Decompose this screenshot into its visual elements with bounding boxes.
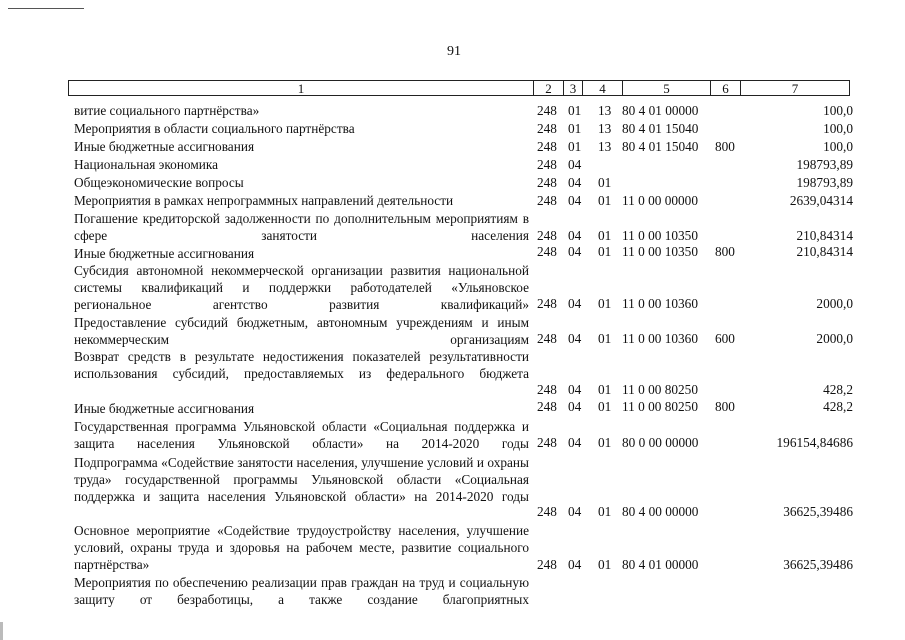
row-csr: 11 0 00 00000 <box>622 193 698 208</box>
header-col-7: 7 <box>740 80 850 96</box>
row-description: витие социального партнёрства» <box>74 103 260 118</box>
row-description: Общеэкономические вопросы <box>74 175 244 190</box>
row-pr: 01 <box>598 435 612 450</box>
row-pr: 13 <box>598 121 612 136</box>
row-amount: 428,2 <box>823 382 853 397</box>
header-col-6: 6 <box>710 80 740 96</box>
row-rz: 01 <box>568 139 582 154</box>
row-description: Государственная программа Ульяновской области «Социальная поддержка и защита населения Ульяновской области» на 2014-2020 годы <box>74 419 529 451</box>
row-rz: 04 <box>568 296 582 311</box>
row-description: Мероприятия в рамках непрограммных направлений деятельности <box>74 193 454 208</box>
row-amount: 100,0 <box>823 139 853 154</box>
row-csr: 11 0 00 10360 <box>622 296 698 311</box>
row-pr: 01 <box>598 399 612 414</box>
row-rz: 04 <box>568 193 582 208</box>
row-description: Мероприятия по обеспечению реализации прав граждан на труд и социальную защиту от безработицы, а также создание благоприятных <box>74 575 529 607</box>
row-gr: 248 <box>537 121 557 136</box>
header-col-5: 5 <box>622 80 710 96</box>
row-csr: 80 4 01 15040 <box>622 139 699 154</box>
row-description: Погашение кредиторской задолженности по дополнительным мероприятиям в сфере занятости населения <box>74 211 529 243</box>
row-rz: 01 <box>568 121 582 136</box>
row-csr: 80 4 00 00000 <box>622 504 699 519</box>
row-vr: 800 <box>715 139 735 154</box>
row-rz: 04 <box>568 504 582 519</box>
row-gr: 248 <box>537 228 557 243</box>
row-rz: 04 <box>568 435 582 450</box>
row-vr: 600 <box>715 331 735 346</box>
row-description: Мероприятия в области социального партнёрства <box>74 121 355 136</box>
row-pr: 01 <box>598 296 612 311</box>
header-col-2: 2 <box>533 80 563 96</box>
row-csr: 80 4 01 15040 <box>622 121 699 136</box>
row-rz: 04 <box>568 228 582 243</box>
row-rz: 04 <box>568 175 582 190</box>
row-rz: 04 <box>568 399 582 414</box>
row-description: Предоставление субсидий бюджетным, автономным учреждениям и иным некоммерческим организациям <box>74 315 529 347</box>
row-pr: 13 <box>598 103 612 118</box>
row-gr: 248 <box>537 244 557 259</box>
row-pr: 01 <box>598 244 612 259</box>
row-gr: 248 <box>537 103 557 118</box>
row-amount: 36625,39486 <box>783 557 853 572</box>
row-pr: 01 <box>598 504 612 519</box>
row-csr: 11 0 00 10350 <box>622 228 698 243</box>
row-gr: 248 <box>537 175 557 190</box>
row-amount: 36625,39486 <box>783 504 853 519</box>
row-rz: 01 <box>568 103 582 118</box>
row-amount: 2000,0 <box>816 331 853 346</box>
row-gr: 248 <box>537 157 557 172</box>
row-description: Иные бюджетные ассигнования <box>74 246 255 261</box>
row-csr: 11 0 00 10360 <box>622 331 698 346</box>
row-csr: 80 4 01 00000 <box>622 103 699 118</box>
row-gr: 248 <box>537 139 557 154</box>
row-rz: 04 <box>568 557 582 572</box>
row-pr: 01 <box>598 331 612 346</box>
row-gr: 248 <box>537 399 557 414</box>
row-amount: 100,0 <box>823 103 853 118</box>
header-col-4: 4 <box>582 80 622 96</box>
row-csr: 80 0 00 00000 <box>622 435 699 450</box>
row-amount: 210,84314 <box>796 244 853 259</box>
row-amount: 428,2 <box>823 399 853 414</box>
row-gr: 248 <box>537 193 557 208</box>
row-amount: 2639,04314 <box>789 193 853 208</box>
row-gr: 248 <box>537 435 557 450</box>
row-description: Национальная экономика <box>74 157 219 172</box>
row-vr: 800 <box>715 399 735 414</box>
row-description: Субсидия автономной некоммерческой организации развития национальной системы квалификаций и поддержки работодателей «Ульяновское региональное агентство развития квалификаций» <box>74 263 529 312</box>
row-gr: 248 <box>537 331 557 346</box>
top-rule <box>8 8 84 9</box>
row-rz: 04 <box>568 157 582 172</box>
row-gr: 248 <box>537 296 557 311</box>
row-description: Подпрограмма «Содействие занятости населения, улучшение условий и охраны труда» государственной программы Ульяновской области «Социальная поддержка и защита населения Ульяновской области» на 2014-2020 годы <box>74 455 529 504</box>
row-csr: 11 0 00 80250 <box>622 382 698 397</box>
row-gr: 248 <box>537 382 557 397</box>
header-col-1: 1 <box>68 80 533 96</box>
scan-edge <box>0 622 3 640</box>
row-pr: 13 <box>598 139 612 154</box>
row-description: Иные бюджетные ассигнования <box>74 401 255 416</box>
row-csr: 11 0 00 80250 <box>622 399 698 414</box>
row-amount: 210,84314 <box>796 228 853 243</box>
row-gr: 248 <box>537 557 557 572</box>
row-pr: 01 <box>598 228 612 243</box>
row-pr: 01 <box>598 382 612 397</box>
page-number: 91 <box>447 44 461 59</box>
row-description: Иные бюджетные ассигнования <box>74 139 255 154</box>
row-rz: 04 <box>568 382 582 397</box>
row-csr: 11 0 00 10350 <box>622 244 698 259</box>
row-pr: 01 <box>598 193 612 208</box>
row-rz: 04 <box>568 244 582 259</box>
row-amount: 196154,84686 <box>776 435 853 450</box>
row-pr: 01 <box>598 175 612 190</box>
row-amount: 198793,89 <box>796 175 853 190</box>
row-amount: 100,0 <box>823 121 853 136</box>
row-vr: 800 <box>715 244 735 259</box>
row-description: Основное мероприятие «Содействие трудоустройству населения, улучшение условий, охраны труда и здоровья на рабочем месте, развитие социального партнёрства» <box>74 523 529 572</box>
header-col-3: 3 <box>563 80 582 96</box>
row-rz: 04 <box>568 331 582 346</box>
row-gr: 248 <box>537 504 557 519</box>
row-csr: 80 4 01 00000 <box>622 557 699 572</box>
row-amount: 2000,0 <box>816 296 853 311</box>
row-pr: 01 <box>598 557 612 572</box>
row-description: Возврат средств в результате недостижения показателей результативности использования субсидий, предоставляемых из федерального бюджета <box>74 349 529 381</box>
row-amount: 198793,89 <box>796 157 853 172</box>
